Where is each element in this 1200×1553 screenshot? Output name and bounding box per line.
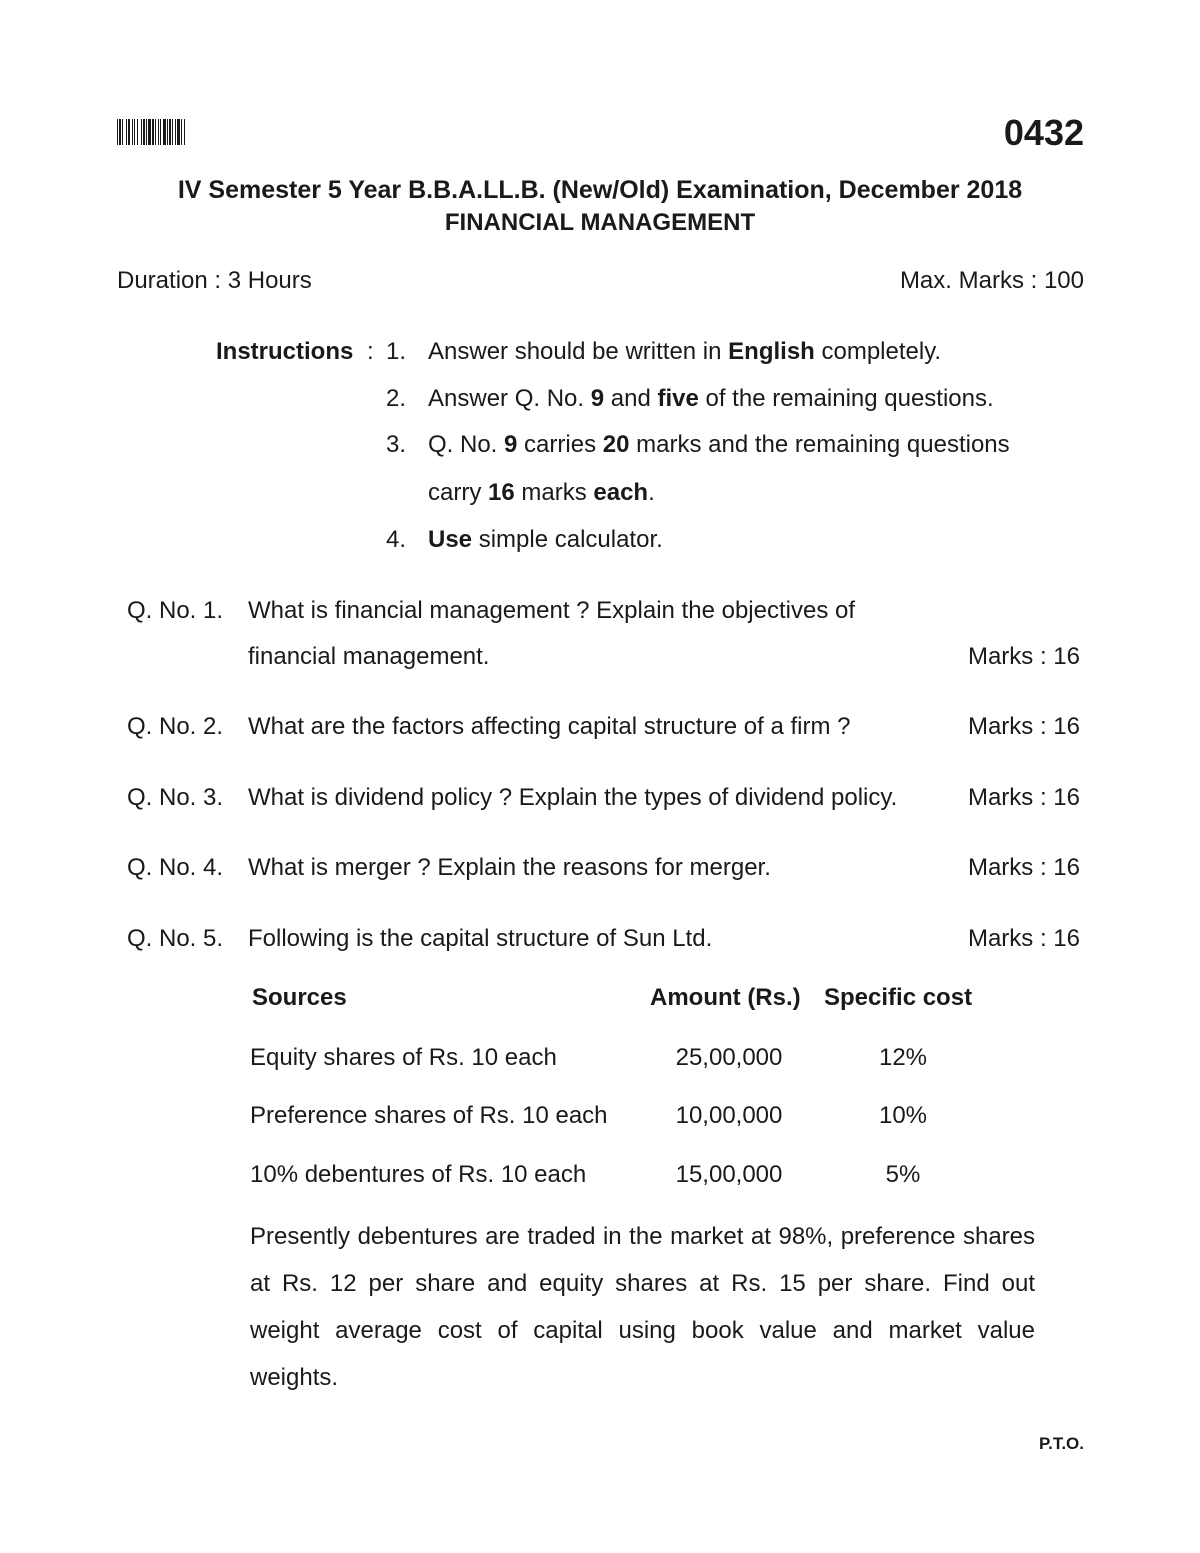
instruction-3-cont: carry 16 marks each. <box>428 479 655 506</box>
subject-title: FINANCIAL MANAGEMENT <box>444 209 756 236</box>
table-cell-source: Equity shares of Rs. 10 each <box>250 1044 557 1071</box>
table-cell-source: Preference shares of Rs. 10 each <box>250 1102 608 1129</box>
question-label: Q. No. 1. <box>127 597 224 624</box>
table-cell-amount: 25,00,000 <box>675 1044 783 1071</box>
question-marks: Marks : 16 <box>967 713 1080 740</box>
question-text: What are the factors affecting capital structure of a firm ? <box>248 713 851 740</box>
question-marks: Marks : 16 <box>967 784 1080 811</box>
instruction-num: 2. <box>386 385 407 412</box>
instruction-num: 4. <box>386 526 407 553</box>
table-cell-source: 10% debentures of Rs. 10 each <box>250 1161 587 1188</box>
question-text: What is financial management ? Explain the objectives of <box>248 597 855 624</box>
question-label: Q. No. 2. <box>127 713 224 740</box>
question-text-cont: financial management. <box>248 643 490 670</box>
question-text: What is merger ? Explain the reasons for merger. <box>248 854 771 881</box>
instructions-colon: : <box>367 338 374 365</box>
table-cell-cost: 12% <box>878 1044 928 1071</box>
instruction-2: Answer Q. No. 9 and five of the remaining questions. <box>428 385 994 412</box>
table-header-amount: Amount (Rs.) <box>650 984 801 1011</box>
max-marks: Max. Marks : 100 <box>899 267 1084 294</box>
duration: Duration : 3 Hours <box>117 267 312 294</box>
table-cell-amount: 15,00,000 <box>675 1161 783 1188</box>
question-label: Q. No. 4. <box>127 854 224 881</box>
barcode <box>117 119 253 145</box>
paper-code: 0432 <box>1003 112 1084 153</box>
instruction-1: Answer should be written in English completely. <box>428 338 942 365</box>
question-marks: Marks : 16 <box>967 854 1080 881</box>
exam-title: IV Semester 5 Year B.B.A.LL.B. (New/Old) Examination, December 2018 <box>177 176 1023 204</box>
pto-marker: P.T.O. <box>1038 1434 1084 1453</box>
instructions-label: Instructions <box>216 338 354 365</box>
table-header-cost: Specific cost <box>824 984 973 1011</box>
question-marks: Marks : 16 <box>967 643 1080 670</box>
question-label: Q. No. 3. <box>127 784 224 811</box>
instruction-4: Use simple calculator. <box>428 526 663 553</box>
question-5-paragraph: Presently debentures are traded in the market at 98%, preference shares at Rs. 12 per share and equity shares at Rs. 15 per share. Find out weight average cost of capital using book value and market value weights. <box>250 1223 1035 1391</box>
instruction-num: 1. <box>386 338 407 365</box>
instruction-num: 3. <box>386 431 407 458</box>
table-cell-amount: 10,00,000 <box>675 1102 783 1129</box>
table-cell-cost: 10% <box>878 1102 928 1129</box>
instruction-3: Q. No. 9 carries 20 marks and the remaining questions <box>428 431 1010 458</box>
table-cell-cost: 5% <box>885 1161 921 1188</box>
question-text: Following is the capital structure of Sun Ltd. <box>248 925 713 952</box>
question-label: Q. No. 5. <box>127 925 224 952</box>
question-marks: Marks : 16 <box>967 925 1080 952</box>
question-text: What is dividend policy ? Explain the types of dividend policy. <box>248 784 898 811</box>
table-header-sources: Sources <box>252 984 347 1011</box>
